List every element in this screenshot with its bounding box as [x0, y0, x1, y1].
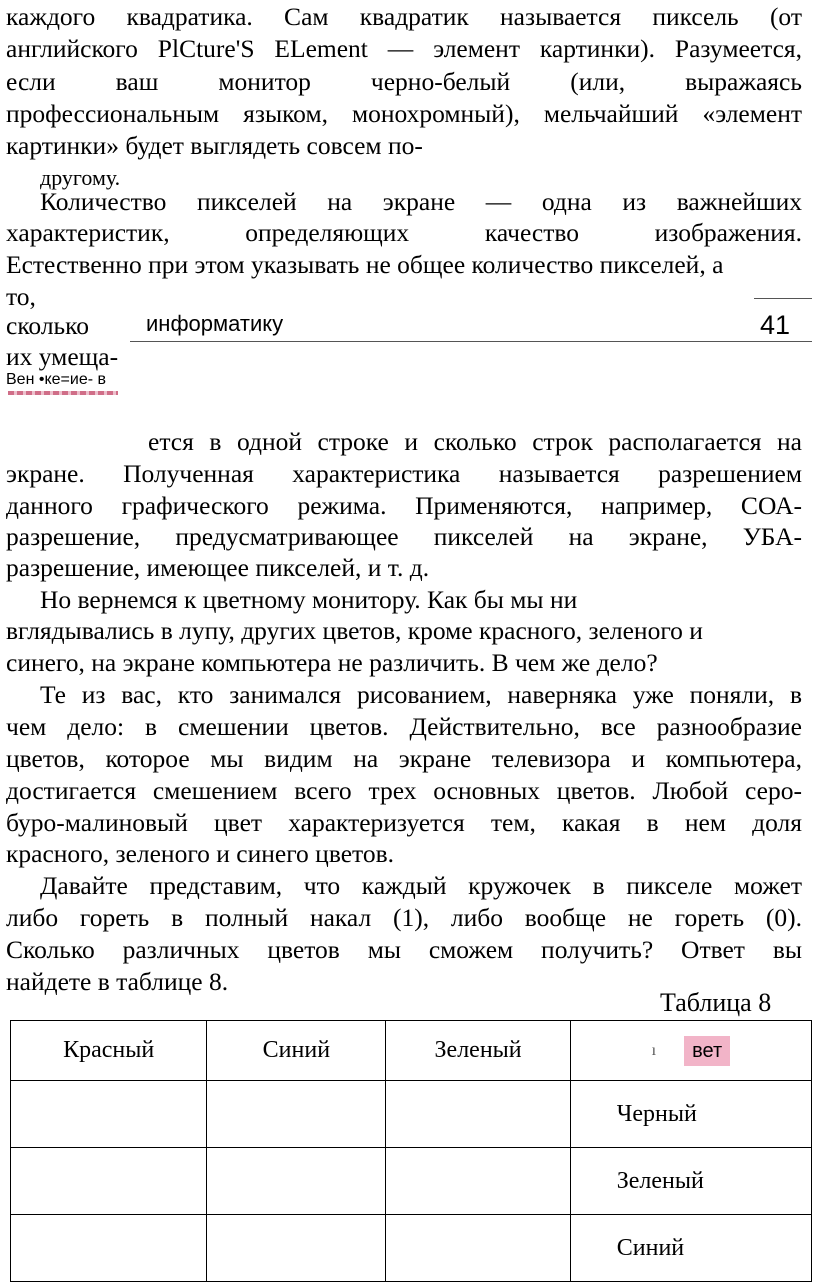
text-line: экране. Полученная характеристика называется разрешением: [6, 459, 802, 488]
table-row: [11, 1081, 812, 1148]
text-line: сколько: [6, 311, 90, 340]
text-line: разрешение, имеющее пикселей, и т. д.: [6, 553, 430, 582]
text-line: ется в одной строке и сколько строк располагается на: [148, 427, 802, 456]
table-cell-color: Зеленый: [570, 1148, 811, 1215]
table-cell-color: Синий: [570, 1215, 811, 1282]
text-line: профессиональным языком, монохромный), мельчайший «элемент: [6, 99, 802, 128]
text-line: красного, зеленого и синего цветов.: [6, 839, 395, 868]
table-row: [11, 1215, 812, 1282]
color-table: [10, 1020, 812, 1282]
header-rule-bottom: [130, 341, 812, 342]
text-line: Те из вас, кто занимался рисованием, наверняка уже поняли, в: [40, 680, 802, 709]
garbled-text: Вен •ке=ие- в: [6, 371, 106, 388]
text-line: вглядывались в лупу, других цветов, кроме красного, зеленого и: [6, 616, 703, 645]
text-line: Давайте представим, что каждый кружочек в пикселе может: [40, 871, 802, 900]
table-cell: [386, 1148, 570, 1215]
text-line: разрешение, предусматривающее пикселей на экране, УБА-: [6, 522, 802, 551]
table-cell: [386, 1081, 570, 1148]
text-line: цветов, которое мы видим на экране телевизора и компьютера,: [6, 744, 802, 773]
text-line: либо гореть в полный накал (1), либо вообще не гореть (0).: [6, 903, 802, 932]
header-color: [570, 1021, 811, 1081]
text-line: найдете в таблице 8.: [6, 967, 229, 996]
table-cell: [207, 1148, 386, 1215]
text-line: Естественно при этом указывать не общее количество пикселей, а: [6, 250, 724, 279]
table-cell: [386, 1215, 570, 1282]
header-rule-top: [754, 298, 812, 299]
header-blue: Синий: [207, 1021, 386, 1081]
scan-tick: ı: [651, 1041, 657, 1059]
text-line: характеристик, определяющих качество изображения.: [6, 218, 802, 247]
text-line: достигается смешением всего трех основных цветов. Любой серо-: [6, 776, 802, 805]
text-line: Сколько различных цветов мы сможем получить? Ответ вы: [6, 935, 802, 964]
text-line: чем дело: в смешении цветов. Действительно, все разнообразие: [6, 712, 802, 741]
header-red: Красный: [11, 1021, 207, 1081]
table-cell-color: Черный: [570, 1081, 811, 1148]
table-cell: [11, 1215, 207, 1282]
text-line: то,: [6, 282, 36, 311]
text-line: другому.: [40, 165, 121, 190]
text-line: каждого квадратика. Сам квадратик называется пиксель (от: [6, 2, 802, 31]
text-line: картинки» будет выглядеть совсем по-: [6, 131, 423, 160]
text-line: английского PlCture'S ELement — элемент картинки). Разумеется,: [6, 34, 802, 63]
text-line: Количество пикселей на экране — одна из важнейших: [40, 187, 802, 216]
highlighted-header-fragment: вет: [684, 1036, 730, 1066]
text-line: буро-малиновый цвет характеризуется тем, какая в нем доля: [6, 808, 802, 837]
text-line: их умеща-: [6, 342, 119, 371]
table-cell: [11, 1081, 207, 1148]
table-cell: [207, 1215, 386, 1282]
table-cell: [11, 1148, 207, 1215]
scan-artifact: [8, 391, 118, 395]
running-header: информатику: [146, 311, 284, 336]
page-number: 41: [760, 310, 791, 340]
table-row: [11, 1148, 812, 1215]
text-line: если ваш монитор черно-белый (или, выражаясь: [6, 67, 802, 96]
table-header-row: [11, 1021, 812, 1081]
table-caption: Таблица 8: [660, 988, 772, 1017]
text-line: Но вернемся к цветному монитору. Как бы мы ни: [40, 585, 578, 614]
table-cell: [207, 1081, 386, 1148]
text-line: синего, на экране компьютера не различить. В чем же дело?: [6, 648, 658, 677]
header-green: Зеленый: [386, 1021, 570, 1081]
text-line: данного графического режима. Применяются, например, СОА-: [6, 491, 802, 520]
